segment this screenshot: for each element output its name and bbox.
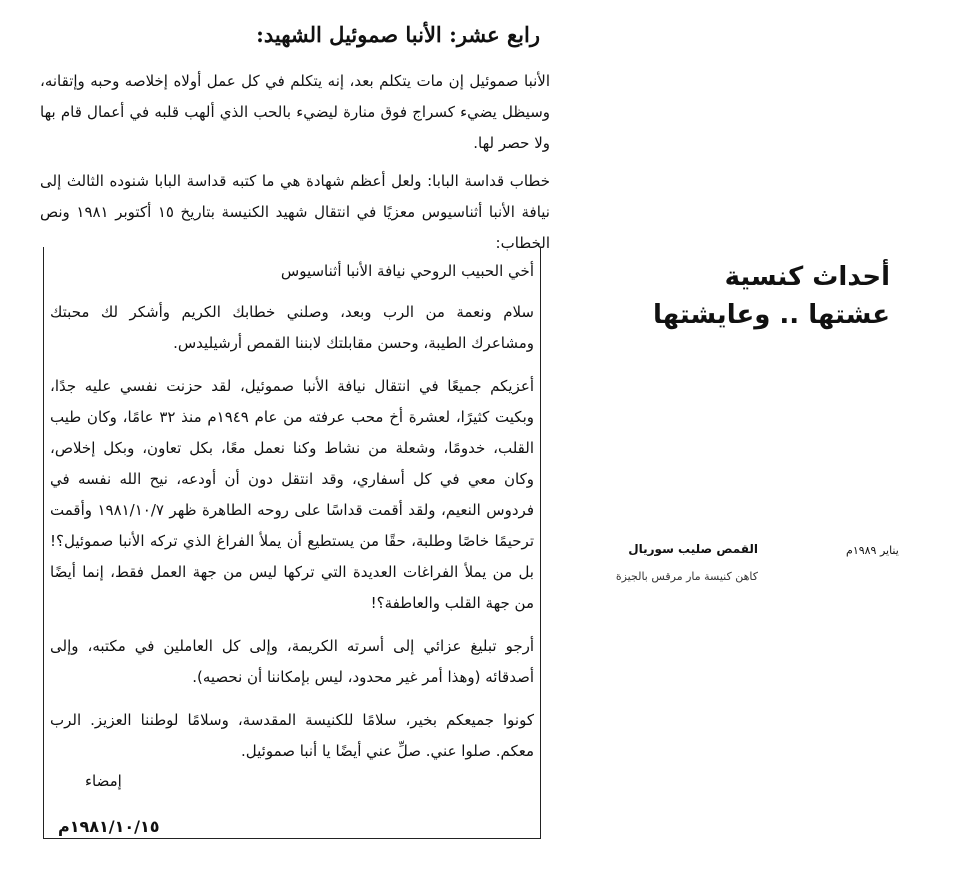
letter-paragraph: أعزيكم جميعًا في انتقال نيافة الأنبا صموئيل، لقد حزنت نفسي عليه جدًا، وبكيت كثيرًا، لعشرة أخ محب عرفته من عام ١٩٤٩م منذ ٣٢ عامًا، وكان طيب القلب، خدومًا، وشعلة من نشاط وكنا نعمل معًا، بكل تعاون، وبكل إخلاص، وكان معي في كل أسفاري، وقد انتقل دون أن أودعه، نيح الله نفسه في فردوس النعيم، ولقد أقمت قداسًا على روحه الطاهرة ظهر ١٩٨١/١٠/٧ وأقمت ترحيمًا خاصًا وطلبة، حقًا من يستطيع أن يملأ الفراغ الذي تركه الأنبا صموئيل؟! بل من يملأ الفراغات العديدة التي تركها ليس من جهة العمل فقط، إنما أيضًا من جهة القلب والعاطفة؟! [50,377,534,612]
book-title-line: عشتها .. وعايشتها [652,300,890,330]
author-name: القمص صليب سوريال [628,542,758,556]
letter-signature-label: إمضاء [85,772,122,790]
letter-box [43,247,541,839]
letter-greeting: أخي الحبيب الروحي نيافة الأنبا أثناسيوس [280,262,534,280]
intro-paragraph-letter-lead: خطاب قداسة البابا: ولعل أعظم شهادة هي ما كتبه قداسة البابا شنوده الثالث إلى نيافة الأنبا أثناسيوس معزيًا في انتقال شهيد الكنيسة بتاريخ ١٥ أكتوبر ١٩٨١ ونص الخطاب: [40,172,550,252]
sidebar-date: يناير ١٩٨٩م [846,544,899,557]
book-title-line: أحداث كنسية [724,262,890,292]
book-title [610,258,890,334]
section-heading: رابع عشر: الأنبا صموئيل الشهيد: [256,22,540,47]
letter-paragraph: سلام ونعمة من الرب وبعد، وصلني خطابك الكريم وأشكر لك محبتك ومشاعرك الطيبة، وحسن مقابلتك لابننا القمص أرشيليدس. [50,303,534,352]
letter-paragraph: كونوا جميعكم بخير، سلامًا للكنيسة المقدسة، وسلامًا لوطننا العزيز. الرب معكم. صلوا عني. صلِّ عني أيضًا يا أنبا صموئيل. [50,711,534,760]
intro-paragraph: الأنبا صموئيل إن مات يتكلم بعد، إنه يتكلم في كل عمل أولاه إخلاصه وحبه وإتقانه، وسيظل يضيء كسراج فوق منارة ليضيء بالحب الذي ألهب قلبه في أعمال قام بها ولا حصر لها. [40,72,550,152]
letter-paragraph: أرجو تبليغ عزائي إلى أسرته الكريمة، وإلى كل العاملين في مكتبه، وإلى أصدقائه (وهذا أمر غير محدود، ليس بإمكاننا أن نحصيه). [50,637,534,686]
author-church: كاهن كنيسة مار مرقس بالجيزة [615,570,758,583]
author-block [598,542,758,583]
letter-date: ١٩٨١/١٠/١٥م [58,817,160,836]
